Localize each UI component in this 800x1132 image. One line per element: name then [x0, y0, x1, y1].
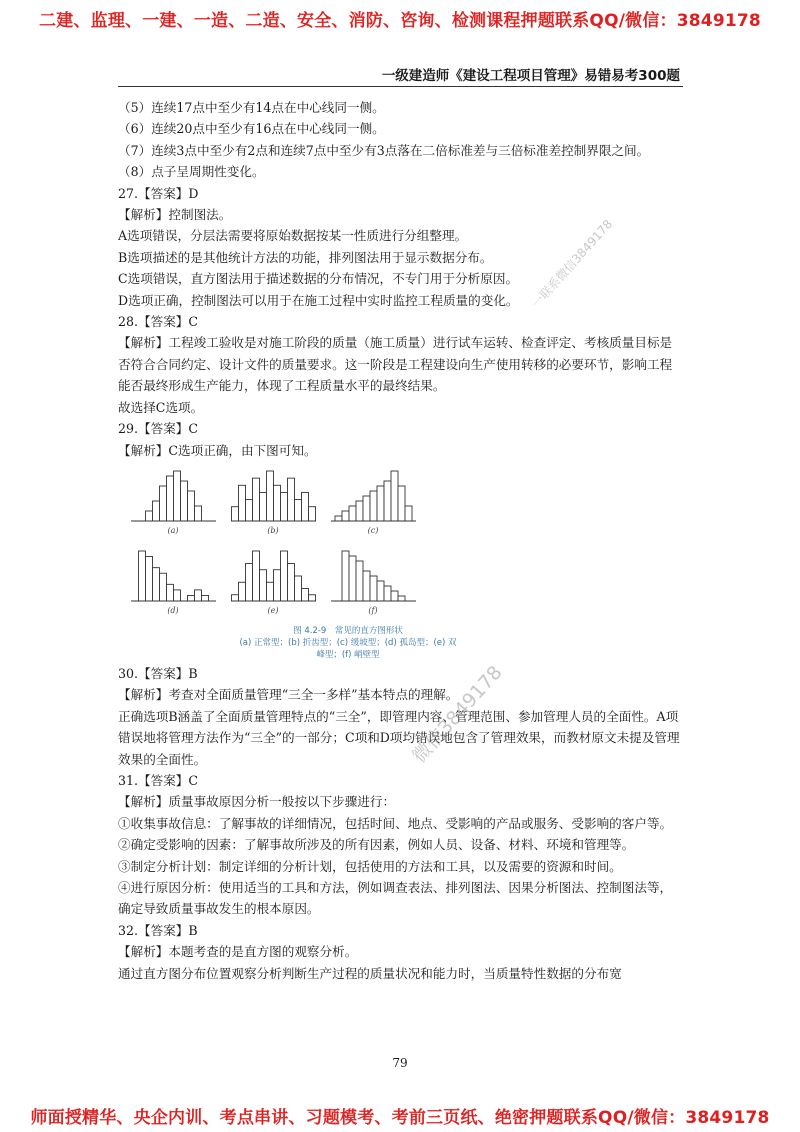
histogram-bar — [174, 471, 181, 521]
text-line: ②确定受影响的因素：了解事故所涉及的所有因素，例如人员、设备、材料、环境和管理等。 — [118, 837, 635, 853]
answer-32: 32.【答案】B — [118, 922, 198, 938]
histogram-bar — [370, 576, 377, 601]
histogram-bar — [295, 499, 302, 520]
histogram-bar — [153, 568, 160, 601]
figure-subtitle: (a) 正常型；(b) 折齿型；(c) 缓坡型；(d) 孤岛型；(e) 双峰型；(f) 峭壁型 — [239, 637, 457, 660]
text-line: 【解析】质量事故原因分析一般按以下步骤进行： — [118, 794, 396, 810]
histogram-bar — [160, 486, 167, 521]
histogram-bar — [253, 551, 260, 601]
figure-title: 图 4.2-9 常见的直方图形状 — [293, 625, 403, 636]
histogram-shapes — [126, 463, 426, 623]
text-line: B选项描述的是其他统计方法的功能，排列图法用于显示数据分布。 — [118, 249, 493, 265]
text-line: （8）点子呈周期性变化。 — [118, 164, 265, 180]
histogram-bar — [267, 471, 274, 521]
page-number: 79 — [392, 1056, 408, 1070]
histogram-bar — [342, 551, 349, 601]
text-line: （6）连续20点中至少有16点在中心线同一侧。 — [118, 121, 385, 137]
histogram-bar — [181, 481, 188, 521]
histogram-bar — [146, 511, 153, 521]
text-line: 【解析】工程竣工验收是对施工阶段的质量（施工质量）进行试车运转、检查评定、考核质量目标是否符合合同约定、设计文件的质量要求。这一阶段是工程建设向生产使用转移的必要环节，影响工程能否最终形成生产能力，体现了工程质量水平的最终结果。 — [118, 335, 673, 394]
answer-30: 30.【答案】B — [118, 665, 198, 681]
text-line: ③制定分析计划：制定详细的分析计划，包括使用的方法和工具，以及需要的资源和时间。 — [118, 858, 622, 874]
histogram-bar — [253, 478, 260, 521]
histogram-bar — [260, 492, 267, 521]
text-line: 【解析】考查对全面质量管理“三全一多样”基本特点的理解。 — [118, 687, 459, 703]
histogram-bar — [153, 501, 160, 521]
text-line: （5）连续17点中至少有14点在中心线同一侧。 — [118, 100, 385, 115]
answer-29: 29.【答案】C — [118, 421, 199, 437]
histogram-bar — [405, 506, 412, 521]
text-line: ④进行原因分析：使用适当的工具和方法，例如调查表法、排列图法、因果分析图法、控制图法等，确定导致质量事故发生的根本原因。 — [118, 879, 673, 917]
bottom-ad-banner: 师面授精华、央企内训、考点串讲、习题模考、考前三页纸、绝密押题联系QQ/微信：3849178 — [30, 1108, 770, 1128]
histogram-bar — [188, 491, 195, 521]
histogram-bar — [239, 485, 246, 521]
text-line: C选项错误，直方图法用于描述数据的分布情况，不专门用于分析原因。 — [118, 271, 519, 287]
histogram-bar — [398, 596, 405, 601]
histogram-bar — [260, 570, 267, 601]
text-line: 故选择C选项。 — [118, 399, 204, 415]
histogram-bar — [195, 590, 202, 601]
histogram-bar — [160, 573, 167, 601]
histogram-bar — [384, 586, 391, 601]
histogram-label: (f) — [368, 605, 378, 615]
text-line: 正确选项B涵盖了全面质量管理特点的“三全”，即管理内容、管理范围、参加管理人员的全面性。A项错误地将管理方法作为“三全”的一部分；C项和D项均错误地包含了管理效果，而教材原文未提及管理效果的全面性。 — [118, 708, 680, 767]
histogram-bar — [267, 582, 274, 601]
histogram-label: (c) — [367, 525, 379, 535]
histogram-bar — [363, 571, 370, 601]
text-line: 【解析】控制图法。 — [118, 207, 232, 223]
text-line: （7）连续3点中至少有2点和连续7点中至少有3点落在二倍标准差与三倍标准差控制界限之间。 — [118, 142, 650, 158]
page-header: 一级建造师《建设工程项目管理》易错易考300题 — [381, 68, 680, 84]
histogram-bar — [335, 516, 342, 521]
text-line: 【解析】C选项正确，由下图可知。 — [118, 442, 317, 458]
histogram-bar — [356, 501, 363, 521]
text-line: A选项错误，分层法需要将原始数据按某一性质进行分组整理。 — [118, 228, 468, 244]
text-line: 【解析】本题考查的是直方图的观察分析。 — [118, 944, 358, 960]
header-rule — [118, 86, 683, 87]
histogram-bar — [232, 507, 239, 521]
histogram-bar — [239, 582, 246, 601]
histogram-bar — [246, 499, 253, 520]
histogram-bar — [391, 471, 398, 521]
histogram-bar — [146, 556, 153, 600]
figure-caption — [238, 625, 458, 661]
text-line: D选项正确，控制图法可以用于在施工过程中实时监控工程质量的变化。 — [118, 292, 519, 308]
histogram-bar — [232, 595, 239, 601]
answer-28: 28.【答案】C — [118, 314, 199, 330]
text-line: 通过直方图分布位置观察分析判断生产过程的质量状况和能力时，当质量特性数据的分布宽 — [118, 965, 622, 981]
histogram-bar — [377, 486, 384, 521]
histogram-bar — [167, 476, 174, 521]
watermark-large: 微信3849178 — [408, 661, 507, 768]
histogram-bar — [384, 481, 391, 521]
histogram-bar — [391, 591, 398, 601]
histogram-bar — [349, 556, 356, 601]
histogram-bar — [288, 563, 295, 601]
histogram-bar — [398, 486, 405, 521]
histogram-bar — [246, 563, 253, 601]
text-line: ①收集事故信息：了解事故的详细情况，包括时间、地点、受影响的产品或服务、受影响的客户等。 — [118, 815, 673, 831]
histogram-bar — [302, 588, 309, 601]
histogram-bar — [363, 496, 370, 521]
histogram-bar — [302, 492, 309, 521]
histogram-bar — [377, 581, 384, 601]
histogram-label: (a) — [167, 525, 179, 535]
histogram-figure — [118, 463, 683, 661]
histogram-label: (d) — [167, 605, 179, 615]
histogram-bar — [295, 576, 302, 601]
answer-27: 27.【答案】D — [118, 185, 199, 201]
watermark-small: 一联系微信3849178 — [528, 216, 616, 311]
histogram-bar — [274, 570, 281, 601]
histogram-bar — [342, 511, 349, 521]
histogram-bar — [356, 561, 363, 601]
histogram-bar — [167, 584, 174, 601]
histogram-bar — [174, 590, 181, 601]
histogram-bar — [274, 485, 281, 521]
histogram-bar — [370, 491, 377, 521]
histogram-bar — [281, 492, 288, 521]
histogram-bar — [309, 595, 316, 601]
histogram-bar — [349, 506, 356, 521]
histogram-bar — [202, 595, 209, 601]
histogram-label: (e) — [267, 605, 279, 615]
top-ad-banner: 二建、监理、一建、一造、二造、安全、消防、咨询、检测课程押题联系QQ/微信：3849178 — [39, 11, 761, 31]
histogram-bar — [309, 507, 316, 521]
histogram-bar — [281, 551, 288, 601]
histogram-bar — [139, 551, 146, 601]
histogram-bar — [195, 506, 202, 521]
histogram-bar — [188, 595, 195, 601]
histogram-bar — [288, 478, 295, 521]
histogram-label: (b) — [267, 525, 279, 535]
answer-31: 31.【答案】C — [118, 772, 199, 788]
